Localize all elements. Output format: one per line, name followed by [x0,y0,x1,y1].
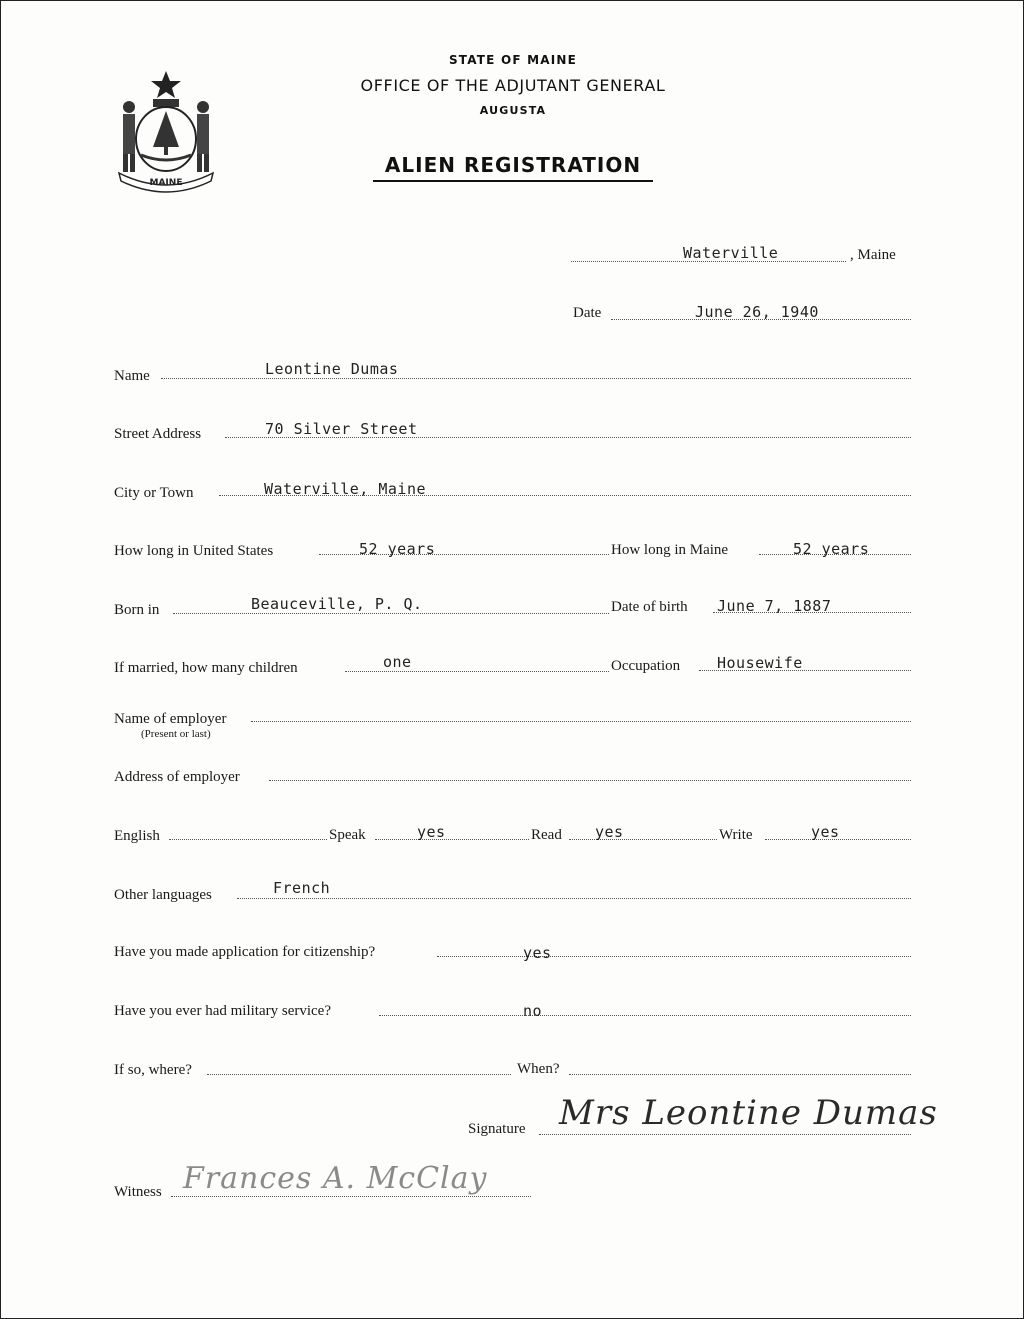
place-value: Waterville [683,244,779,262]
header-office: OFFICE OF THE ADJUTANT GENERAL [360,76,666,95]
seal-banner-text: MAINE [149,178,183,188]
children-value: one [383,653,412,671]
military-label: Have you ever had military service? [114,1003,331,1019]
write-value: yes [811,823,840,841]
english-line [169,839,327,840]
header-city: AUGUSTA [479,104,547,117]
born-line [173,613,609,614]
occupation-label: Occupation [611,658,681,674]
occupation-value: Housewife [717,654,803,672]
other-languages-value: French [273,879,331,897]
signature-handwriting: Mrs Leontine Dumas [559,1093,938,1133]
other-languages-label: Other languages [114,887,212,903]
english-label: English [114,828,160,844]
city-town-value: Waterville, Maine [264,480,427,498]
military-value: no [523,1002,543,1020]
employer-sublabel: (Present or last) [141,728,211,740]
street-label: Street Address [114,426,202,442]
where-label: If so, where? [114,1062,192,1078]
signature-label: Signature [468,1121,526,1137]
street-value: 70 Silver Street [265,420,418,438]
maine-duration-value: 52 years [793,540,870,558]
military-line [379,1015,911,1016]
children-line [345,671,609,672]
date-label: Date [573,305,602,321]
employer-label: Name of employer [114,711,227,727]
us-duration-value: 52 years [359,540,436,558]
speak-value: yes [417,823,446,841]
dob-label: Date of birth [611,599,688,615]
when-line [569,1074,911,1075]
witness-label: Witness [114,1184,162,1200]
name-label: Name [114,368,150,384]
read-value: yes [595,823,624,841]
read-line [569,839,717,840]
witness-handwriting: Frances A. McClay [183,1161,488,1196]
children-label: If married, how many children [114,660,298,676]
header-state: STATE OF MAINE [448,53,578,67]
name-line [161,378,911,379]
born-label: Born in [114,602,160,618]
dob-value: June 7, 1887 [717,597,832,615]
employer-address-line [269,780,911,781]
city-town-label: City or Town [114,485,194,501]
write-label: Write [719,827,753,843]
maine-state-seal [113,69,219,195]
witness-line [171,1196,531,1197]
employer-address-label: Address of employer [114,769,240,785]
citizenship-line [437,956,911,957]
citizenship-value: yes [523,944,552,962]
when-label: When? [517,1061,560,1077]
speak-line [375,839,529,840]
employer-line [251,721,911,722]
signature-line [539,1134,911,1135]
name-value: Leontine Dumas [265,360,399,378]
citizenship-label: Have you made application for citizenship? [114,944,376,960]
us-duration-label: How long in United States [114,543,274,559]
maine-duration-label: How long in Maine [611,542,729,558]
form-title: ALIEN REGISTRATION [373,153,653,182]
place-suffix: , Maine [850,247,896,263]
read-label: Read [531,827,562,843]
other-languages-line [237,898,911,899]
date-value: June 26, 1940 [695,303,819,321]
speak-label: Speak [329,827,366,843]
born-value: Beauceville, P. Q. [251,595,423,613]
where-line [207,1074,511,1075]
